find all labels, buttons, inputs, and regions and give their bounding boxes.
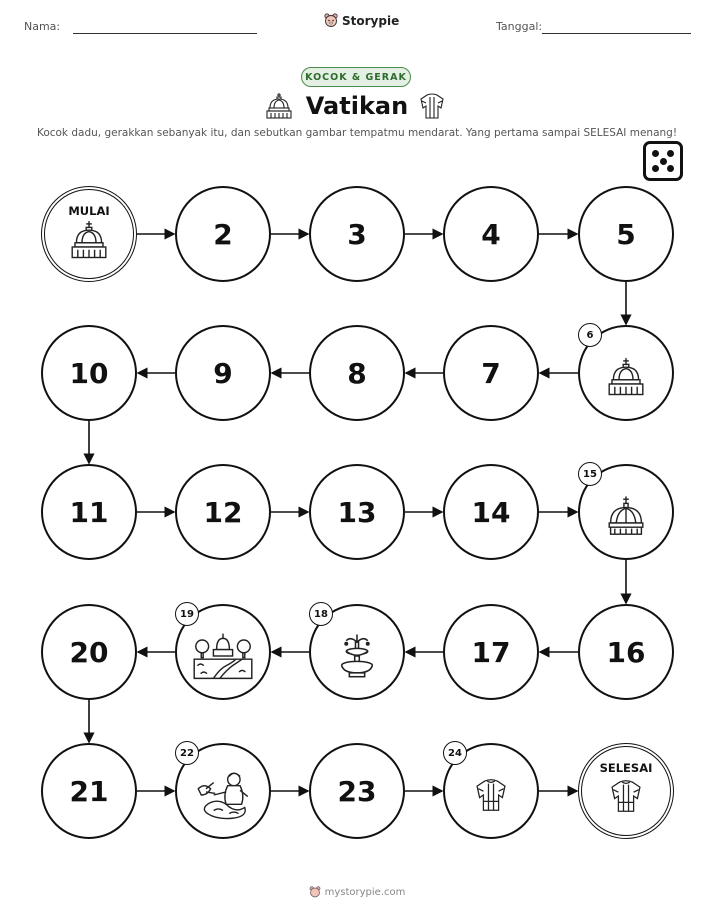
space-number: 17 bbox=[471, 635, 511, 669]
board-space-3 bbox=[309, 186, 405, 282]
storypie-logo bbox=[324, 13, 399, 29]
activity-tag: KOCOK & GERAK bbox=[301, 67, 411, 87]
date-label: Tanggal: bbox=[496, 20, 543, 33]
bear-mascot-icon bbox=[309, 886, 321, 899]
start-space-label: MULAI bbox=[68, 204, 110, 218]
gardens-icon bbox=[191, 630, 255, 682]
space-number-badge: 18 bbox=[309, 602, 333, 626]
space-number: 8 bbox=[347, 356, 367, 390]
space-number: 3 bbox=[347, 217, 367, 251]
space-number: 5 bbox=[616, 217, 636, 251]
page-title: Vatikan bbox=[305, 92, 409, 120]
worksheet-header bbox=[0, 0, 714, 50]
die-icon bbox=[643, 141, 683, 181]
basilica-icon bbox=[68, 220, 110, 260]
brand-name: Storypie bbox=[342, 14, 400, 28]
space-number: 20 bbox=[69, 635, 109, 669]
space-number: 2 bbox=[213, 217, 233, 251]
name-field-line[interactable] bbox=[73, 33, 257, 34]
name-label: Nama: bbox=[24, 20, 61, 33]
board-space-9 bbox=[175, 325, 271, 421]
footer bbox=[0, 886, 714, 899]
board-space-6 bbox=[578, 325, 674, 421]
space-number-badge: 6 bbox=[578, 323, 602, 347]
space-number: 12 bbox=[203, 495, 243, 529]
board-space-11 bbox=[41, 464, 137, 560]
board-space-5 bbox=[578, 186, 674, 282]
space-number-badge: 22 bbox=[175, 741, 199, 765]
die-pip bbox=[660, 158, 667, 165]
guard-uniform-icon bbox=[472, 776, 510, 814]
board-space-14 bbox=[443, 464, 539, 560]
board-space-2 bbox=[175, 186, 271, 282]
space-number-badge: 15 bbox=[578, 462, 602, 486]
die-pip bbox=[667, 165, 674, 172]
board-space-10 bbox=[41, 325, 137, 421]
space-number: 21 bbox=[69, 774, 109, 808]
board-space-15 bbox=[578, 464, 674, 560]
space-number: 7 bbox=[481, 356, 501, 390]
space-number: 11 bbox=[69, 495, 109, 529]
space-number: 23 bbox=[337, 774, 377, 808]
board-space-17 bbox=[443, 604, 539, 700]
instructions: Kocok dadu, gerakkan sebanyak itu, dan sebutkan gambar tempatmu mendarat. Yang pertama sampai SELESAI menang! bbox=[36, 127, 678, 139]
board-space-23 bbox=[309, 743, 405, 839]
board-space-16 bbox=[578, 604, 674, 700]
board-space-13 bbox=[309, 464, 405, 560]
board-space-7 bbox=[443, 325, 539, 421]
board-space-22 bbox=[175, 743, 271, 839]
space-number-badge: 24 bbox=[443, 741, 467, 765]
board-space-24 bbox=[443, 743, 539, 839]
basilica-icon bbox=[605, 357, 647, 397]
space-number: 13 bbox=[337, 495, 377, 529]
dome-icon bbox=[605, 495, 647, 537]
bear-mascot-icon bbox=[324, 13, 338, 29]
space-number: 9 bbox=[213, 356, 233, 390]
board-space-8 bbox=[309, 325, 405, 421]
space-number: 14 bbox=[471, 495, 511, 529]
date-field-line[interactable] bbox=[542, 33, 691, 34]
board-space-21 bbox=[41, 743, 137, 839]
guard-uniform-icon bbox=[417, 92, 447, 120]
board-space-12 bbox=[175, 464, 271, 560]
board-space-19 bbox=[175, 604, 271, 700]
angel-fresco-icon bbox=[192, 767, 254, 823]
guard-uniform-icon bbox=[607, 777, 645, 815]
space-number-badge: 19 bbox=[175, 602, 199, 626]
start-space bbox=[41, 186, 137, 282]
space-number: 16 bbox=[606, 635, 646, 669]
die-pip bbox=[667, 150, 674, 157]
board-space-20 bbox=[41, 604, 137, 700]
die-pip bbox=[652, 150, 659, 157]
footer-site: mystorypie.com bbox=[324, 887, 406, 898]
finish-space bbox=[578, 743, 674, 839]
space-number: 4 bbox=[481, 217, 501, 251]
die-pip bbox=[652, 165, 659, 172]
board-space-18 bbox=[309, 604, 405, 700]
board-space-4 bbox=[443, 186, 539, 282]
space-number: 10 bbox=[69, 356, 109, 390]
fountain-icon bbox=[337, 633, 377, 679]
finish-space-label: SELESAI bbox=[599, 761, 653, 775]
